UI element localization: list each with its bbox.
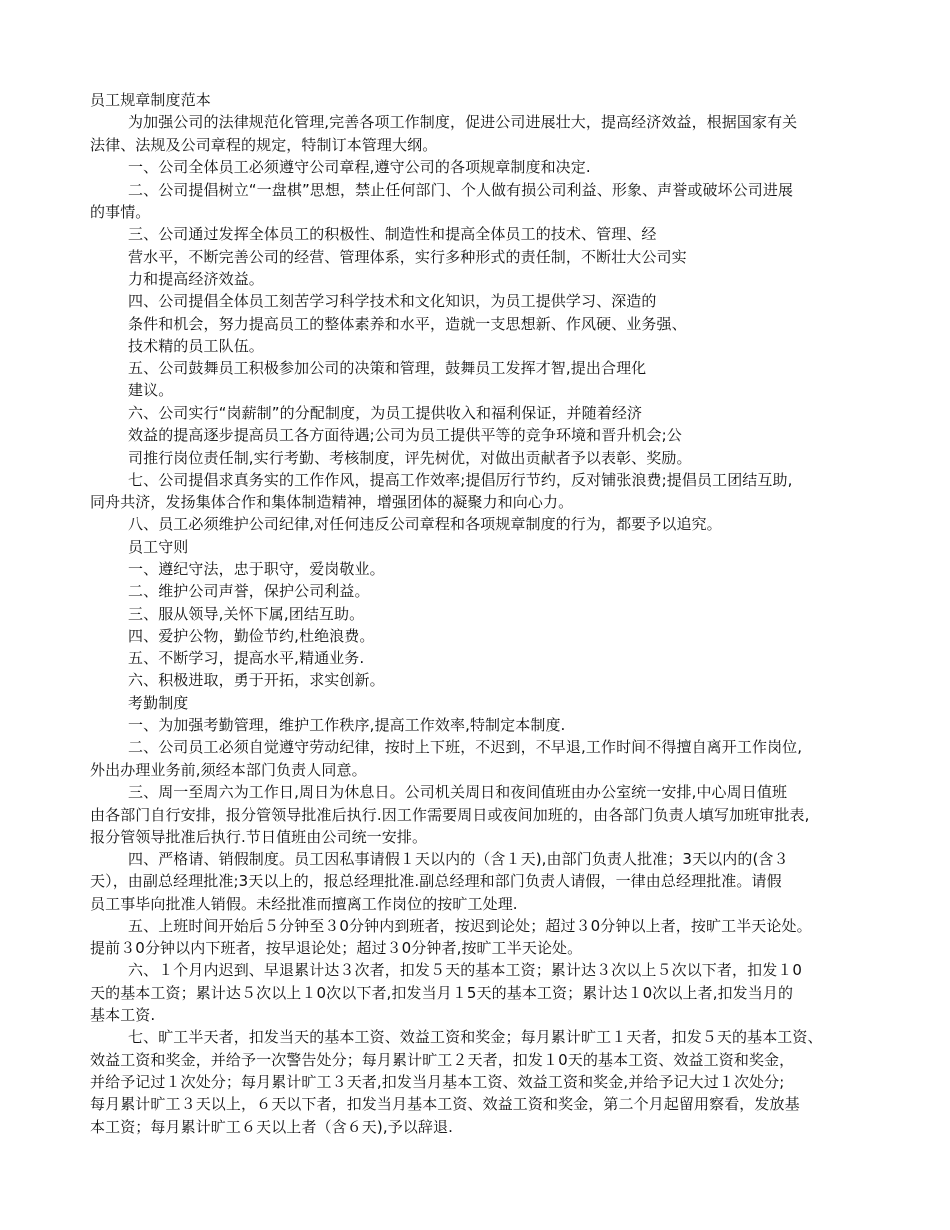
document-line: 同舟共济，发扬集体合作和集体制造精神，增强团体的凝聚力和向心力。 xyxy=(90,493,574,511)
document-line: 二、公司提倡树立“一盘棋”思想，禁止任何部门、个人做有损公司利益、形象、声誉或破坏公司进展 xyxy=(128,181,794,199)
document-line: 一、公司全体员工必须遵守公司章程,遵守公司的各项规章制度和决定. xyxy=(128,158,591,176)
document-line: 八、员工必须维护公司纪律,对任何违反公司章程和各项规章制度的行为，都要予以追究。 xyxy=(128,515,722,533)
document-line: 建议。 xyxy=(128,381,174,399)
document-line: 五、上班时间开始后５分钟至３0分钟内到班者，按迟到论处；超过３0分钟以上者，按旷工半天论处。 xyxy=(128,917,812,935)
document-line: 四、严格请、销假制度。员工因私事请假１天以内的（含１天),由部门负责人批准；3天以内的(含３ xyxy=(128,850,789,868)
document-line: 天），由副总经理批准;3天以上的，报总经理批准.副总经理和部门负责人请假，一律由总经理批准。请假 xyxy=(90,872,782,890)
document-line: 条件和机会，努力提高员工的整体素养和水平，造就一支思想新、作风硬、业务强、 xyxy=(128,315,687,333)
document-line: 一、遵纪守法，忠于职守，爱岗敬业。 xyxy=(128,560,385,578)
document-line: 营水平，不断完善公司的经营、管理体系，实行多种形式的责任制，不断壮大公司实 xyxy=(128,248,687,266)
document-line: 司推行岗位责任制,实行考勤、考核制度，评先树优，对做出贡献者予以表彰、奖励。 xyxy=(128,449,692,467)
document-line: 六、公司实行“岗薪制”的分配制度，为员工提供收入和福利保证，并随着经济 xyxy=(128,404,643,422)
document-line: 由各部门自行安排，报分管领导批准后执行.因工作需要周日或夜间加班的，由各部门负责人填写加班审批表, xyxy=(90,806,810,824)
document-line: 并给予记过１次处分；每月累计旷工３天者,扣发当月基本工资、效益工资和奖金,并给予记大过１次处分; xyxy=(90,1073,785,1091)
document-line: 二、维护公司声誉，保护公司利益。 xyxy=(128,582,370,600)
document-line: 四、爱护公物，勤俭节约,杜绝浪费。 xyxy=(128,627,375,645)
document-line: 七、公司提倡求真务实的工作作风，提高工作效率;提倡厉行节约，反对铺张浪费;提倡员工团结互助, xyxy=(128,471,793,489)
document-line: 员工事毕向批准人销假。未经批准而擅离工作岗位的按旷工处理. xyxy=(90,895,518,913)
document-line: 本工资；每月累计旷工６天以上者（含６天),予以辞退. xyxy=(90,1118,453,1136)
document-line: 力和提高经济效益。 xyxy=(128,270,264,288)
document-line: 五、不断学习，提高水平,精通业务. xyxy=(128,649,365,667)
document-line: 外出办理业务前,须经本部门负责人同意。 xyxy=(90,761,367,779)
document-line: 六、１个月内迟到、早退累计达３次者，扣发５天的基本工资；累计达３次以上５次以下者，扣发１0 xyxy=(128,961,803,979)
document-line: 的事情。 xyxy=(90,203,151,221)
document-line: 效益工资和奖金，并给予一次警告处分；每月累计旷工２天者，扣发１0天的基本工资、效益工资和奖金， xyxy=(90,1051,795,1069)
document-line: 考勤制度 xyxy=(128,694,189,712)
document-line: 报分管领导批准后执行.节日值班由公司统一安排。 xyxy=(90,828,428,846)
document-line: 每月累计旷工３天以上，６天以下者，扣发当月基本工资、效益工资和奖金，第二个月起留用察看，发放基 xyxy=(90,1095,800,1113)
document-line: 员工守则 xyxy=(128,538,189,556)
document-line: 法律、法规及公司章程的规定，特制订本管理大纲。 xyxy=(90,136,438,154)
document-line: 效益的提高逐步提高员工各方面待遇;公司为员工提供平等的竞争环境和晋升机会;公 xyxy=(128,426,682,444)
document-line: 为加强公司的法律规范化管理,完善各项工作制度，促进公司进展壮大，提高经济效益，根据国家有关 xyxy=(128,113,798,131)
document-line: 技术精的员工队伍。 xyxy=(128,337,264,355)
document-line: 三、公司通过发挥全体员工的积极性、制造性和提高全体员工的技术、管理、经 xyxy=(128,225,657,243)
document-line: 五、公司鼓舞员工积极参加公司的决策和管理，鼓舞员工发挥才智,提出合理化 xyxy=(128,359,647,377)
document-line: 四、公司提倡全体员工刻苦学习科学技术和文化知识，为员工提供学习、深造的 xyxy=(128,292,657,310)
document-line: 六、积极进取，勇于开拓，求实创新。 xyxy=(128,671,385,689)
document-title: 员工规章制度范本 xyxy=(90,91,211,109)
document-line: 七、旷工半天者，扣发当天的基本工资、效益工资和奖金；每月累计旷工１天者，扣发５天的基本工资、 xyxy=(128,1028,823,1046)
document-line: 三、周一至周六为工作日,周日为休息日。公司机关周日和夜间值班由办公室统一安排,中心周日值班 xyxy=(128,783,788,801)
document-line: 一、为加强考勤管理，维护工作秩序,提高工作效率,特制定本制度. xyxy=(128,716,566,734)
document-line: 天的基本工资；累计达５次以上１0次以下者,扣发当月１5天的基本工资；累计达１0次以上者,扣发当月的 xyxy=(90,984,794,1002)
document-line: 二、公司员工必须自觉遵守劳动纪律，按时上下班，不迟到，不早退,工作时间不得擅自离开工作岗位, xyxy=(128,738,803,756)
document-line: 提前３0分钟以内下班者，按早退论处；超过３0分钟者,按旷工半天论处。 xyxy=(90,939,583,957)
document-line: 基本工资. xyxy=(90,1006,156,1024)
document-line: 三、服从领导,关怀下属,团结互助。 xyxy=(128,605,365,623)
